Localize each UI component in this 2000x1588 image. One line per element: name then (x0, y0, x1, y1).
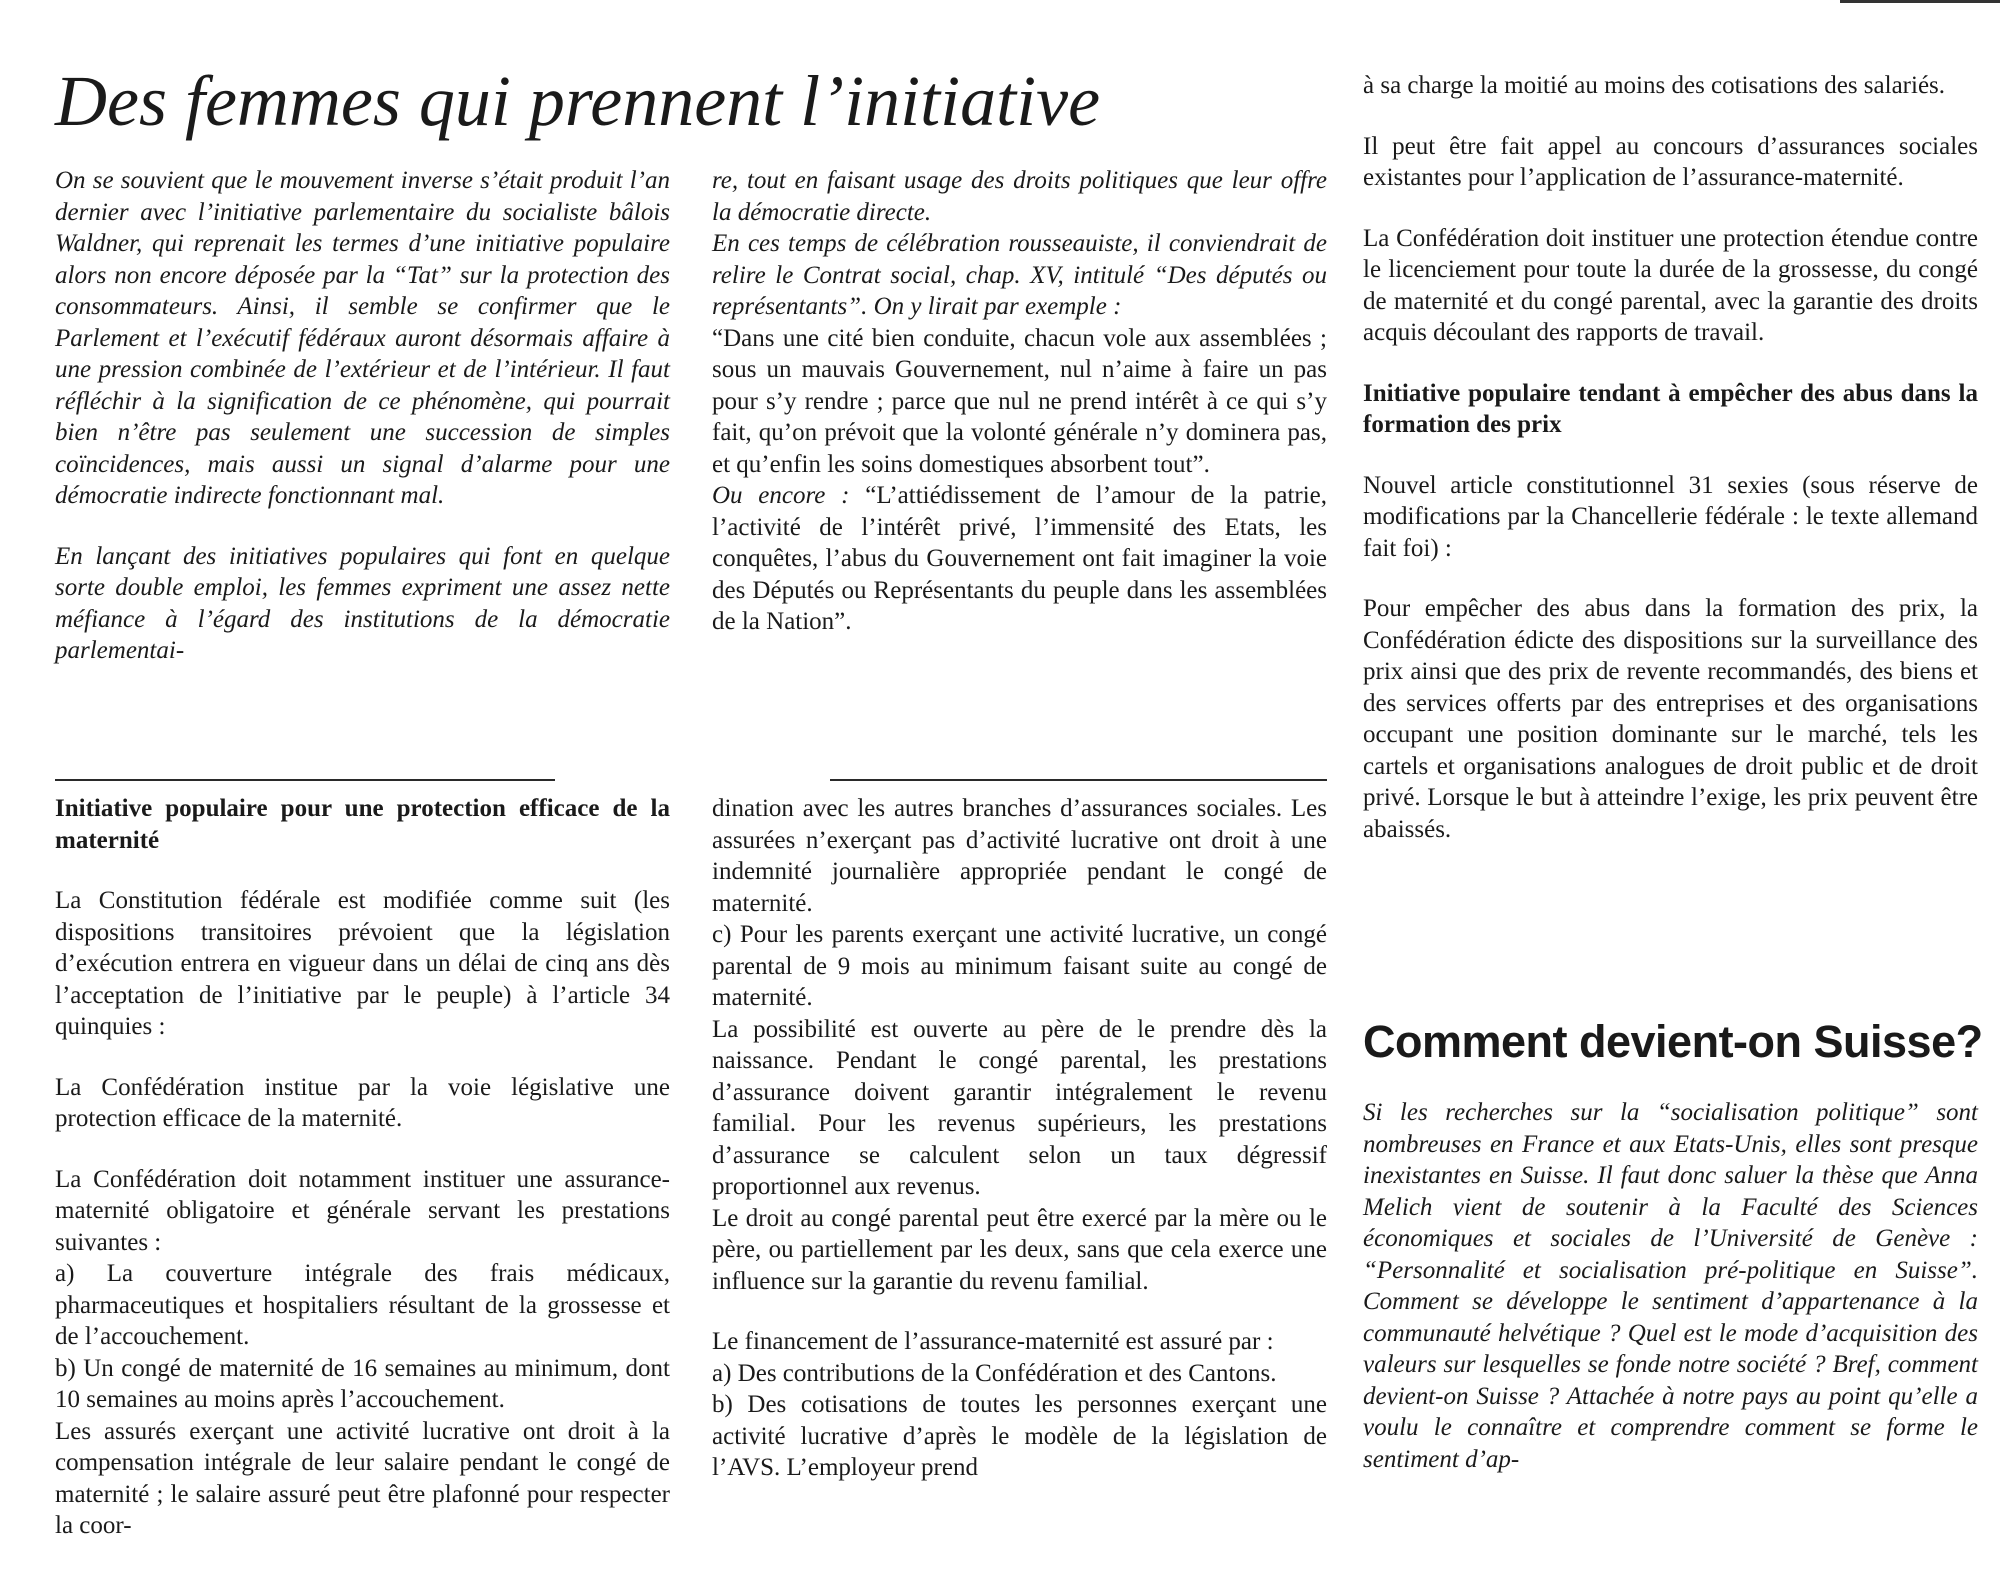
maternite-existing-insurance: Il peut être fait appel au concours d’assurances sociales existantes pour l’application de l’assurance-maternité. (1363, 132, 1978, 191)
rousseau-quote-2: “L’attiédissement de l’amour de la patrie, l’activité de l’intérêt privé, l’immensité des Etats, les conquêtes, l’abus du Gouvernement ont fait imaginer la voie des Députés ou Représentants du peuple dans les assemblées de la Nation”. (712, 482, 1328, 635)
maternite-column-middle (712, 793, 1327, 1484)
suisse-paragraph: Si les recherches sur la “socialisation politique” sont nombreuses en France et aux Etats-Unis, elles sont presque inexistantes en Suisse. Il faut donc saluer la thèse que Anna Melich vient de soutenir à la Faculté des Sciences économiques et sociales de l’Université de Genève : “Personnalité et socialisation pré-politique en Suisse”. Comment se développe le sentiment d’appartenance à la communauté helvétique ? Quel est le mode d’acquisition des valeurs sur lesquelles se fonde notre société ? Bref, comment devient-on Suisse ? Attachée à notre pays au point qu’elle a voulu le connaître et comprendre comment se forme le sentiment d’ap- (1363, 1099, 1978, 1473)
prix-heading: Initiative populaire tendant à empêcher des abus dans la formation des prix (1363, 379, 1978, 438)
maternite-dismissal-protection: La Confédération doit instituer une protection étendue contre le licenciement pour toute la durée de la grossesse, du congé de maternité et du congé parental, avec la garantie des droits acquis découlant des rapports de travail. (1363, 224, 1978, 346)
prix-paragraph-2: Pour empêcher des abus dans la formation des prix, la Confédération édicte des dispositions sur la surveillance des prix ainsi que des prix de revente recommandés, des biens et des services offerts par des entreprises et des organisations occupant une position dominante sur le marché, tels les cartels et organisations analogues de droit public et de droit privé. Lorsque le but à atteindre l’exige, les prix peuvent être abaissés. (1363, 595, 1978, 843)
prix-paragraph-1: Nouvel article constitutionnel 31 sexies (sous réserve de modifications par la Chancellerie fédérale : le texte allemand fait foi) : (1363, 471, 1978, 562)
rousseau-quote-2-block (712, 480, 1327, 638)
maternite-financing-b: b) Des cotisations de toutes les personnes exerçant une activité lucrative d’après le modèle de la législation de l’AVS. L’employeur prend (712, 1391, 1327, 1481)
maternite-paragraph-2: La Confédération institue par la voie législative une protection efficace de la maternité. (55, 1073, 670, 1132)
maternite-father-text: La possibilité est ouverte au père de le prendre dès la naissance. Pendant le congé parental, les prestations d’assurance doivent garantir intégralement le revenu familial. Pour les revenus supérieurs, les prestations d’assurance se calculent selon un taux dégressif proportionnel aux revenus. (712, 1015, 1327, 1200)
maternite-coordination-text: dination avec les autres branches d’assurances sociales. Les assurées n’exerçant pas d’activité lucrative ont droit à une indemnité journalière appropriée pendant le congé de maternité. (712, 795, 1327, 917)
maternite-salary-text: Les assurés exerçant une activité lucrative ont droit à la compensation intégrale de leur salaire pendant le congé de maternité ; le salaire assuré peut être plafonné pour respecter la coor- (55, 1417, 670, 1539)
suisse-heading: Comment devient-on Suisse? (1363, 1016, 1983, 1067)
section-divider-left (55, 779, 555, 781)
maternite-financing-intro: Le financement de l’assurance-maternité est assuré par : (712, 1328, 1274, 1355)
intro-paragraph-2: En lançant des initiatives populaires qui font en quelque sorte double emploi, les femmes expriment une assez nette méfiance à l’égard des institutions de la démocratie parlementai- (55, 542, 670, 664)
maternite-item-b: b) Un congé de maternité de 16 semaines au minimum, dont 10 semaines au moins après l’accouchement. (55, 1354, 670, 1413)
top-right-rule (1840, 0, 2000, 3)
section-divider-middle (830, 779, 1327, 781)
intro-continuation: re, tout en faisant usage des droits politiques que leur offre la démocratie directe. (712, 167, 1327, 226)
intro-rousseau-reference: En ces temps de célébration rousseauiste, il conviendrait de relire le Contrat social, chap. XV, intitulé “Des députés ou représentants”. On y lirait par exemple : (712, 230, 1327, 320)
intro-column-middle (712, 165, 1327, 638)
intro-paragraph-1: On se souvient que le mouvement inverse s’était produit l’an dernier avec l’initiative parlementaire du socialiste bâlois Waldner, qui reprenait les termes d’une initiative populaire alors non encore déposée par la “Tat” sur la protection des consommateurs. Ainsi, il semble se confirmer que le Parlement et l’exécutif fédéraux auront désormais affaire à une pression combinée de l’extérieur et de l’intérieur. Il faut réfléchir à la signification de ce phénomène, qui pourrait bien n’être pas seulement une succession de simples coïncidences, mais aussi un signal d’alarme pour une démocratie indirecte fonctionnant mal. (55, 167, 670, 509)
maternite-item-c: c) Pour les parents exerçant une activité lucrative, un congé parental de 9 mois au minimum faisant suite au congé de maternité. (712, 921, 1327, 1011)
page-headline: Des femmes qui prennent l’initiative (55, 61, 1101, 141)
right-column (1363, 70, 1978, 845)
maternite-financing-a: a) Des contributions de la Confédération et des Cantons. (712, 1359, 1277, 1387)
maternite-paragraph-3: La Confédération doit notamment instituer une assurance-maternité obligatoire et générale servant les prestations suivantes : (55, 1165, 670, 1256)
maternite-heading: Initiative populaire pour une protection efficace de la maternité (55, 795, 670, 854)
maternite-column-left (55, 793, 670, 1542)
rousseau-quote-2-lead: Ou encore : (712, 482, 850, 509)
suisse-column (1363, 1097, 1978, 1475)
maternite-continuation: à sa charge la moitié au moins des cotisations des salariés. (1363, 72, 1946, 99)
maternite-paragraph-1: La Constitution fédérale est modifiée comme suit (les dispositions transitoires prévoient que la législation d’exécution entrera en vigueur dans un délai de cinq ans dès l’acceptation de l’initiative par le peuple) à l’article 34 quinquies : (55, 887, 670, 1040)
rousseau-quote-1: “Dans une cité bien conduite, chacun vole aux assemblées ; sous un mauvais Gouvernement, nul n’aime à faire un pas pour s’y rendre ; parce que nul ne prend intérêt à ce qui s’y fait, qu’on prévoit que la volonté générale n’y dominera pas, et qu’enfin les soins domestiques absorbent tout”. (712, 324, 1327, 478)
maternite-item-a: a) La couverture intégrale des frais médicaux, pharmaceutiques et hospitaliers résultant de la grossesse et de l’accouchement. (55, 1260, 670, 1350)
intro-column-left (55, 165, 670, 667)
maternite-parental-right-text: Le droit au congé parental peut être exercé par la mère ou le père, ou partiellement par les deux, sans que cela exerce une influence sur la garantie du revenu familial. (712, 1204, 1327, 1295)
